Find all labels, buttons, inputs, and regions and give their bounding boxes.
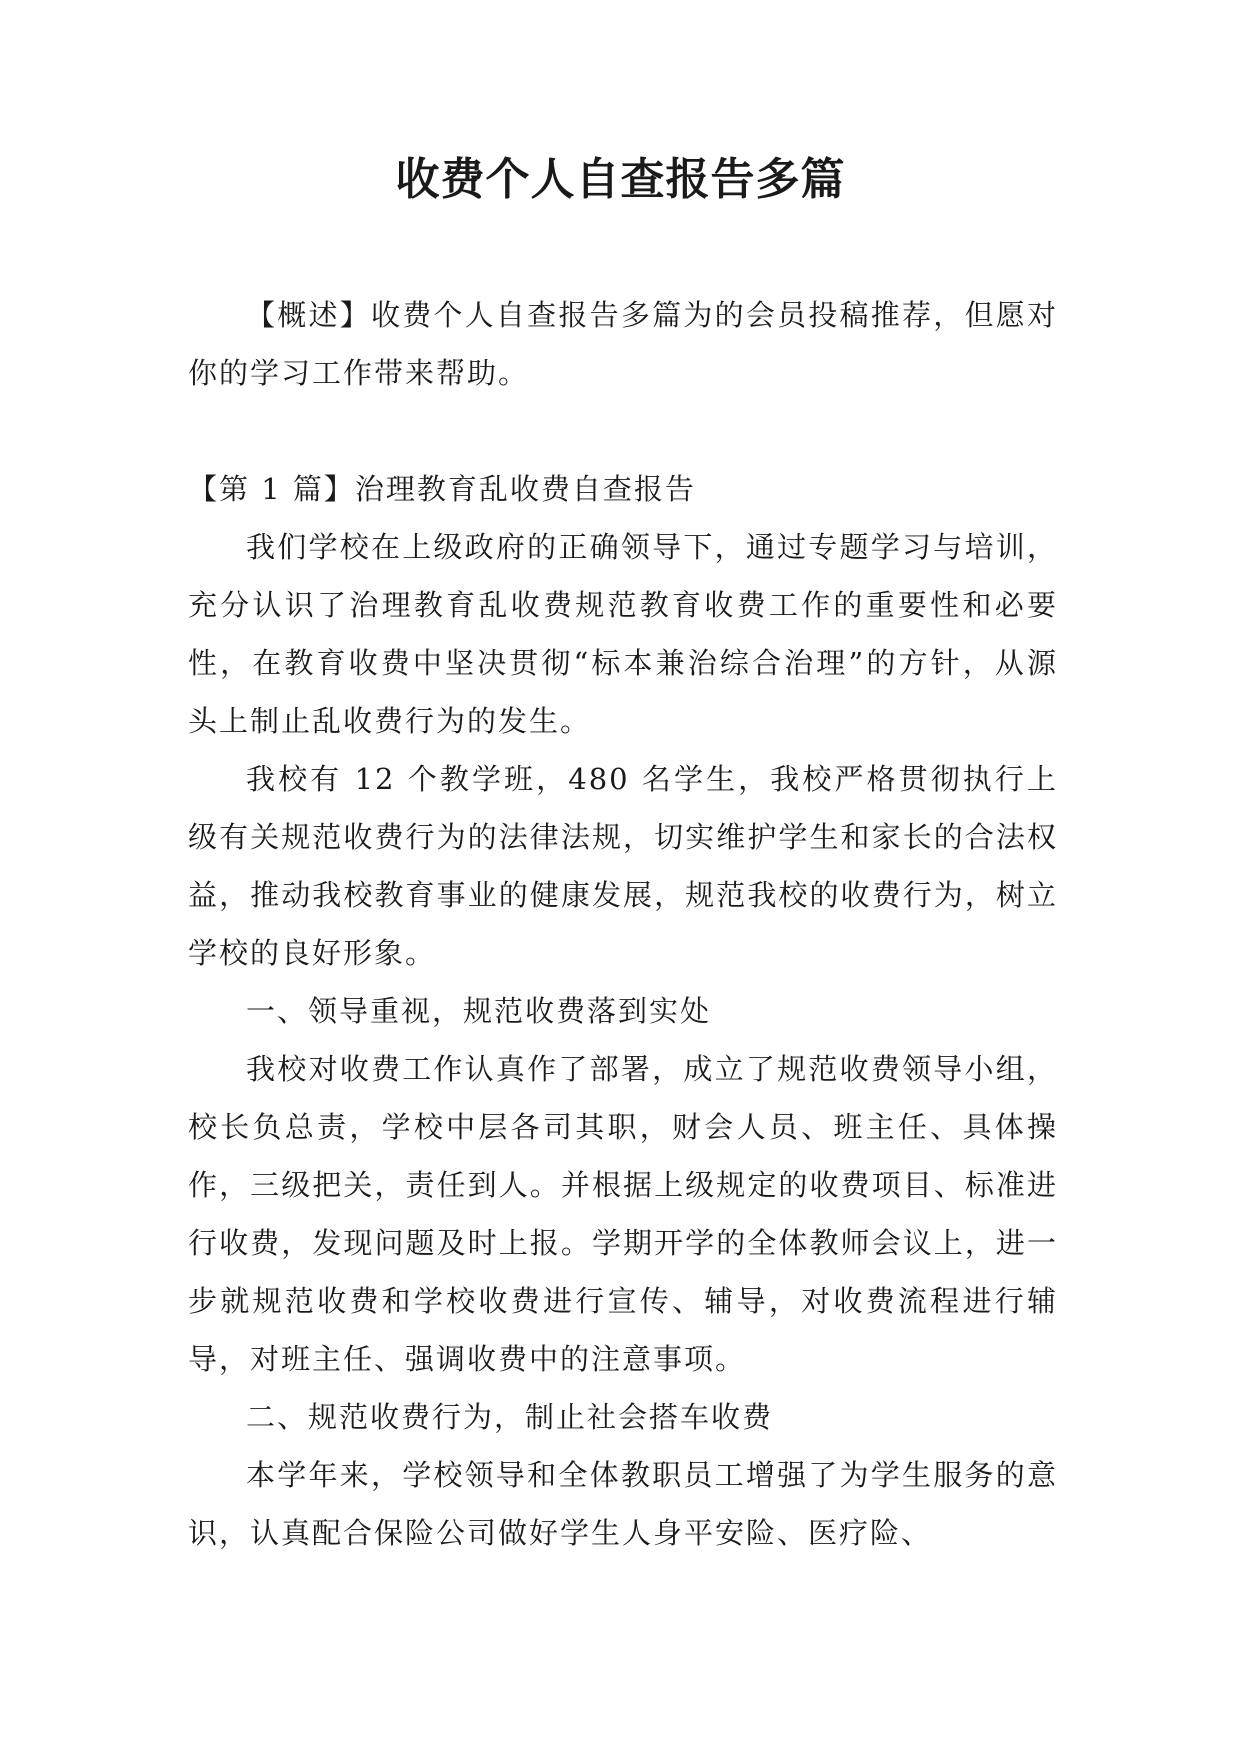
paragraph-2: 我校有 12 个教学班，480 名学生，我校严格贯彻执行上级有关规范收费行为的法律法规，切实维护学生和家长的合法权益，推动我校教育事业的健康发展，规范我校的收费行为，树立学校的良好形象。 xyxy=(188,762,1058,970)
section-heading: 【第 1 篇】治理教育乱收费自查报告 xyxy=(188,472,696,506)
paragraph-1: 我们学校在上级政府的正确领导下，通过专题学习与培训，充分认识了治理教育乱收费规范教育收费工作的重要性和必要性，在教育收费中坚决贯彻“标本兼治综合治理”的方针，从源头上制止乱收费行为的发生。 xyxy=(188,530,1058,738)
paragraph-3: 我校对收费工作认真作了部署，成立了规范收费领导小组，校长负总责，学校中层各司其职，财会人员、班主任、具体操作，三级把关，责任到人。并根据上级规定的收费项目、标准进行收费，发现问题及时上报。学期开学的全体教师会议上，进一步就规范收费和学校收费进行宣传、辅导，对收费流程进行辅导，对班主任、强调收费中的注意事项。 xyxy=(188,1052,1058,1376)
summary-paragraph: 【概述】收费个人自查报告多篇为的会员投稿推荐，但愿对你的学习工作带来帮助。 xyxy=(188,298,1058,390)
spacer xyxy=(188,402,1058,460)
paragraph-4: 本学年来，学校领导和全体教职员工增强了为学生服务的意识，认真配合保险公司做好学生人身平安险、医疗险、 xyxy=(188,1458,1058,1550)
subheading-1: 一、领导重视，规范收费落到实处 xyxy=(246,994,712,1028)
document-title: 收费个人自查报告多篇 xyxy=(395,154,846,205)
subheading-2: 二、规范收费行为，制止社会搭车收费 xyxy=(246,1400,774,1434)
document-body xyxy=(188,286,1058,1562)
